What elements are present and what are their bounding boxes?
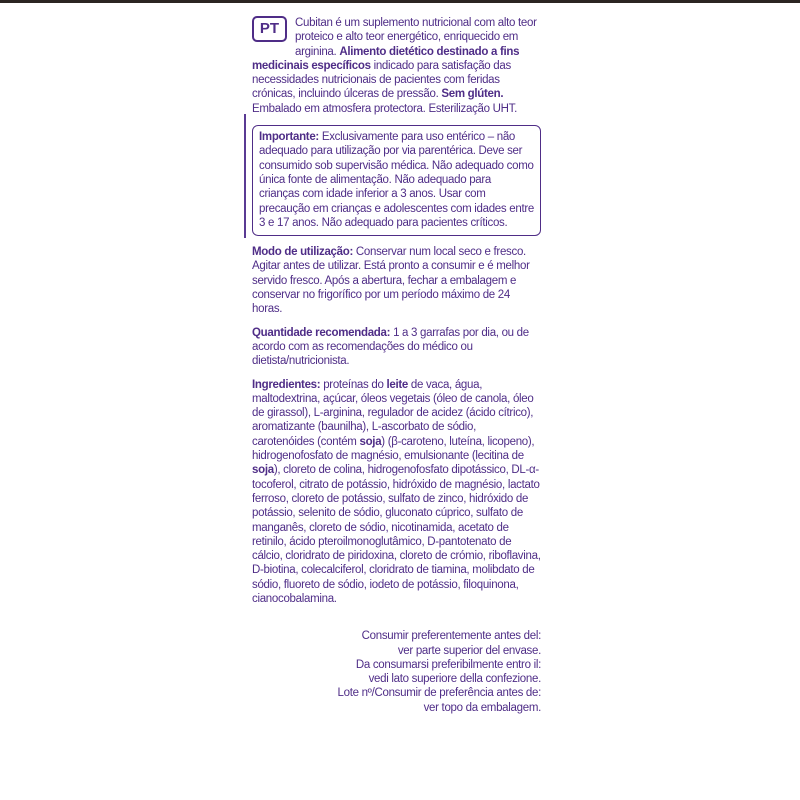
best-before-line-es: ver parte superior del envase. (397, 644, 541, 657)
best-before-block (252, 629, 541, 715)
ingredients-text: de vaca, água, maltodextrina, açúcar, óleos vegetais (óleo de canola, óleo de girassol), L-arginina, regulador de acidez (ácido cítrico), aromatizante (baunilha), L-ascorbato de sódio, carotenóides (contém (252, 378, 534, 448)
best-before-line-pt: ver topo da embalagem. (423, 701, 541, 714)
intro-text: indicado para satisfação das necessidades nutricionais de pacientes com feridas crónicas, incluindo úlceras de pressão. (252, 59, 511, 101)
allergen-soy: soja (359, 435, 382, 448)
lot-number-line: Lote nº/Consumir de preferência antes de: (337, 687, 541, 700)
important-text: Exclusivamente para uso entérico – não adequado para utilização por via parentérica. Deve ser consumido sob supervisão médica. Não adequado como única fonte de alimentação. Não adequado para crianças com idade inferior a 3 anos. Usar com precaução em crianças e adolescentes com idades entre 3 e 17 anos. Não adequado para pacientes críticos. (259, 131, 534, 229)
usage-paragraph (252, 245, 541, 316)
language-code-badge (252, 16, 287, 42)
ingredients-text: proteínas do (320, 378, 387, 391)
usage-text: Conservar num local seco e fresco. Agitar antes de utilizar. Está pronto a consumir e é melhor servido fresco. Após a abertura, fechar a embalagem e conservar no frigorífico por um período máximo de 24 horas. (252, 246, 530, 316)
intro-paragraph (252, 16, 541, 116)
usage-heading: Modo de utilização: (252, 246, 353, 259)
ingredients-text: ) (β-caroteno, luteína, licopeno), hidrogenofosfato de magnésio, emulsionante (lecitina de (252, 435, 535, 463)
ingredients-text: ), cloreto de colina, hidrogenofosfato dipotássico, DL-α-tocoferol, citrato de potássio, hidróxido de magnésio, lactato ferroso, cloreto de potássio, sulfato de zinco, hidróxido de potássio, selenito de sódio, gluconato cúprico, sulfato de manganês, cloreto de sódio, nicotinamida, acetato de retinilo, ácido pteroilmonoglutâmico, D-pantotenato de cálcio, cloridrato de piridoxina, cloreto de crómio, riboflavina, D-biotina, colecalciferol, cloridrato de tiamina, molibdato de sódio, fluoreto de sódio, iodeto de potássio, filoquinona, cianocobalamina. (252, 464, 541, 605)
allergen-milk: leite (386, 378, 408, 391)
best-before-line-pt-es: Consumir preferentemente antes del: (361, 630, 541, 643)
gluten-free-statement: Sem glúten. (441, 88, 504, 101)
ingredients-paragraph (252, 378, 541, 607)
quantity-text: 1 a 3 garrafas por dia, ou de acordo com as recomendações do médico ou dietista/nutricionista. (252, 326, 529, 368)
left-crop-mark (244, 114, 246, 238)
best-before-line-it2: vedi lato superiore della confezione. (368, 673, 541, 686)
important-heading: Importante: (259, 131, 319, 144)
best-before-line-it: Da consumarsi preferibilmente entro il: (355, 658, 541, 671)
intro-bold-claim: Alimento dietético destinado a fins medicinais específicos (252, 45, 520, 72)
allergen-soy: soja (252, 464, 274, 477)
intro-text: Embalado em atmosfera protectora. Esterilização UHT. (252, 102, 517, 115)
top-edge-bar (0, 0, 800, 3)
ingredients-heading: Ingredientes: (252, 378, 321, 391)
important-warning-box (252, 125, 541, 236)
label-text-column (252, 16, 541, 715)
language-code: PT (259, 19, 280, 37)
intro-text: Cubitan é um suplemento nutricional com alto teor proteico e alto teor energético, enriquecido em arginina. (295, 17, 537, 58)
quantity-paragraph (252, 326, 541, 369)
quantity-heading: Quantidade recomendada: (252, 326, 391, 339)
